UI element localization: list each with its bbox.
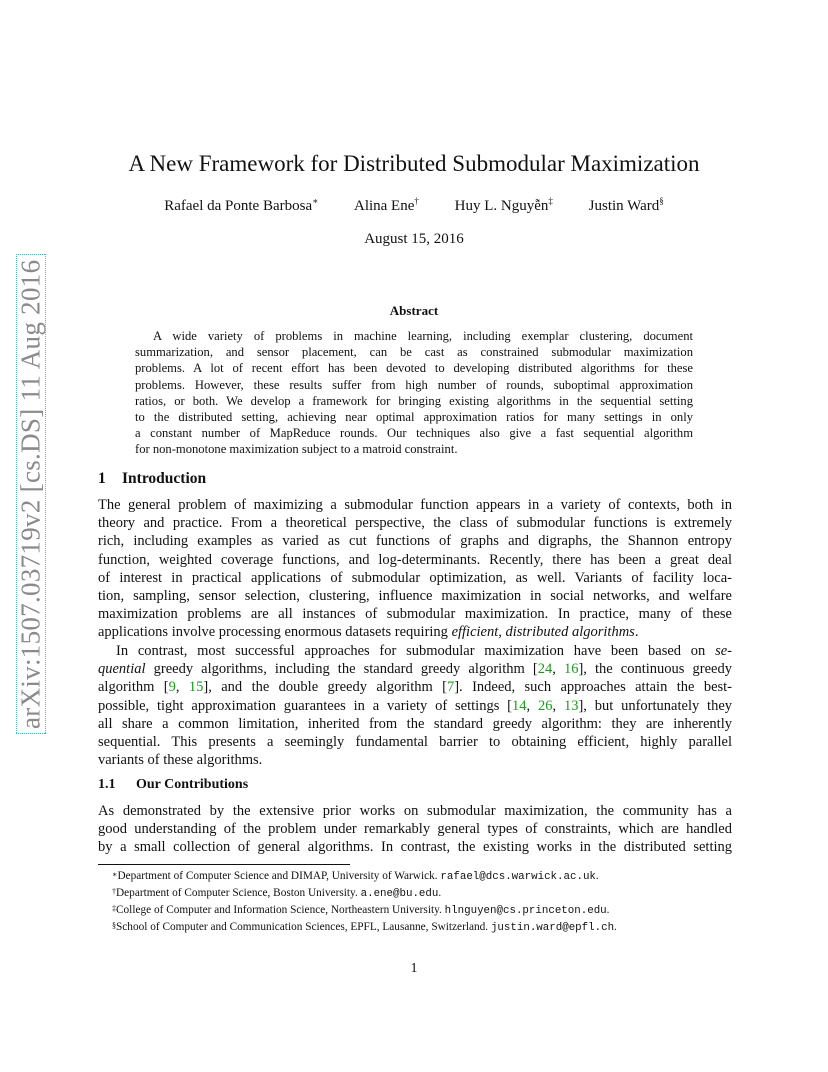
author-footnote-mark[interactable]: ∗ [312, 196, 319, 206]
text-run: , [175, 679, 189, 696]
text-run: ], but unfortunately they [578, 697, 733, 714]
citation-link[interactable]: 9 [168, 679, 176, 696]
section-number: 1 [98, 470, 106, 487]
text-run: , [552, 661, 564, 678]
author-footnote-mark[interactable]: ‡ [548, 196, 553, 206]
emphasis: quential [98, 661, 146, 678]
text-run: ], and the double greedy algorithm [ [203, 679, 447, 696]
emphasis: efficient, distributed algorithms [451, 624, 635, 641]
text-run: . [595, 870, 599, 882]
footnote [112, 902, 732, 919]
page-number: 1 [410, 961, 418, 976]
footnote-mark: ∗ [112, 870, 118, 879]
abstract-line: summarization, and sensor placement, can be cast as constrained submodular maximization [135, 345, 693, 360]
text-run: algorithm [ [98, 679, 169, 696]
footnote-divider [98, 864, 350, 865]
paragraph-line [98, 660, 732, 678]
paragraph-line: sequential. This presents a seemingly fundamental barrier to obtaining efficient, highly parallel [98, 734, 732, 751]
email-link[interactable]: a.ene@bu.edu [360, 888, 439, 900]
abstract-heading: Abstract [389, 303, 439, 318]
abstract-line: a constant number of MapReduce rounds. Our techniques also give a fast sequential algorithm [135, 426, 693, 441]
abstract-line: problems. A lot of recent effort has been devoted to developing distributed algorithms for these [135, 361, 693, 376]
paragraph [98, 642, 732, 769]
paragraph-line: function, weighted coverage functions, and log-determinants. Recently, there has been a great deal [98, 551, 732, 568]
footnote-mark: § [112, 921, 116, 930]
citation-link[interactable]: 24 [537, 661, 553, 678]
footnote-text: College of Computer and Information Science, Northeastern University. [116, 904, 445, 916]
email-link[interactable]: hlnguyen@cs.princeton.edu [444, 905, 607, 917]
footnote-mark: ‡ [112, 904, 116, 913]
author-name: Rafael da Ponte Barbosa [164, 198, 313, 214]
text-run: , [552, 697, 564, 714]
footnote [112, 868, 732, 885]
footnotes [112, 868, 732, 936]
citation-link[interactable]: 7 [446, 679, 455, 696]
author [455, 198, 553, 215]
section-number: 1.1 [98, 777, 116, 792]
author [164, 198, 318, 215]
paragraph-line: by a small collection of general algorithms. In contrast, the existing works in the distributed setting [98, 839, 732, 856]
text-run: ], the continuous greedy [578, 661, 732, 678]
paragraph-line: tion, sampling, sensor selection, clustering, influence maximization in social networks, and welfare [98, 588, 732, 605]
paragraph-line [98, 623, 732, 641]
author [354, 198, 419, 215]
author-name: Alina Ene [353, 198, 415, 214]
citation-link[interactable]: 26 [537, 697, 553, 714]
footnote-text: School of Computer and Communication Sciences, EPFL, Lausanne, Switzerland. [116, 921, 491, 933]
abstract-line: ratios, or both. We develop a framework for bringing existing algorithms in the sequential setting [135, 393, 693, 408]
section-title: Our Contributions [136, 777, 249, 792]
paragraph-line: rich, including examples as varied as cut functions of graphs and digraphs, the Shannon entropy [98, 533, 732, 550]
text-run: , [526, 697, 538, 714]
paragraph-line: As demonstrated by the extensive prior works on submodular maximization, the community has a [98, 803, 732, 819]
text-run: . [438, 887, 442, 899]
text-run: . [606, 904, 610, 916]
section-heading-our-contributions [98, 777, 248, 793]
abstract-body [135, 328, 693, 458]
paragraph-line: of interest in practical applications of submodular optimization, as well. Variants of facility loca- [98, 569, 732, 586]
paragraph-line: good understanding of the problem under remarkably general types of constraints, which are handled [98, 821, 732, 838]
paragraph-line [98, 678, 732, 696]
text-run: greedy algorithms, including the standard greedy algorithm [ [145, 661, 538, 678]
paragraph-line: all share a common limitation, inherited from the standard greedy algorithm: they are inherently [98, 715, 732, 732]
text-run: . [634, 624, 639, 641]
author-list [0, 198, 828, 215]
text-run: . [614, 921, 617, 933]
email-link[interactable]: justin.ward@epfl.ch [490, 922, 615, 934]
paragraph-line: maximization problems are all instances of submodular maximization. In practice, many of these [98, 606, 732, 623]
text-run: possible, tight approximation guarantees in a variety of settings [ [98, 697, 513, 714]
arxiv-identifier-stamp: arXiv:1507.03719v2 [cs.DS] 11 Aug 2016 [16, 254, 46, 734]
citation-link[interactable]: 15 [188, 679, 204, 696]
author-footnote-mark[interactable]: † [414, 196, 419, 206]
footnote-text: Department of Computer Science, Boston University. [116, 887, 361, 899]
publication-date: August 15, 2016 [364, 231, 464, 247]
section-heading-introduction [98, 470, 206, 488]
paragraph-line: theory and practice. From a theoretical perspective, the class of submodular functions is extremely [98, 515, 732, 532]
author-name: Justin Ward [588, 198, 660, 214]
paragraph-line: variants of these algorithms. [98, 752, 263, 769]
emphasis: se- [715, 643, 732, 659]
section-title: Introduction [122, 470, 207, 487]
text-run: applications involve processing enormous datasets requiring [98, 624, 452, 641]
paragraph [98, 496, 732, 642]
email-link[interactable]: rafael@dcs.warwick.ac.uk [440, 871, 596, 883]
abstract-line: problems. However, these results suffer from high number of rounds, suboptimal approximation [135, 377, 693, 392]
author [589, 198, 664, 215]
abstract-line: to the distributed setting, achieving near optimal approximation ratios for many settings in only [135, 410, 693, 425]
author-name: Huy L. Nguyễn [454, 198, 549, 214]
footnote [112, 919, 732, 936]
footnote-text: Department of Computer Science and DIMAP, University of Warwick. [117, 870, 441, 882]
paragraph-line: The general problem of maximizing a submodular function appears in a variety of contexts, both in [98, 497, 732, 513]
author-footnote-mark[interactable]: § [659, 196, 664, 206]
text-run: In contrast, most successful approaches for submodular maximization have been based on [116, 643, 716, 659]
paragraph-line [98, 642, 732, 660]
paragraph [98, 802, 732, 857]
citation-link[interactable]: 14 [512, 697, 527, 714]
abstract-line: A wide variety of problems in machine learning, including exemplar clustering, document [153, 329, 693, 343]
footnote [112, 885, 732, 902]
paragraph-line [98, 697, 732, 715]
abstract-line: for non-monotone maximization subject to a matroid constraint. [135, 442, 458, 457]
citation-link[interactable]: 16 [563, 661, 579, 678]
citation-link[interactable]: 13 [563, 697, 579, 714]
paper-title: A New Framework for Distributed Submodular Maximization [128, 151, 700, 176]
footnote-mark: † [112, 887, 116, 896]
text-run: ]. Indeed, such approaches attain the best- [454, 679, 732, 696]
